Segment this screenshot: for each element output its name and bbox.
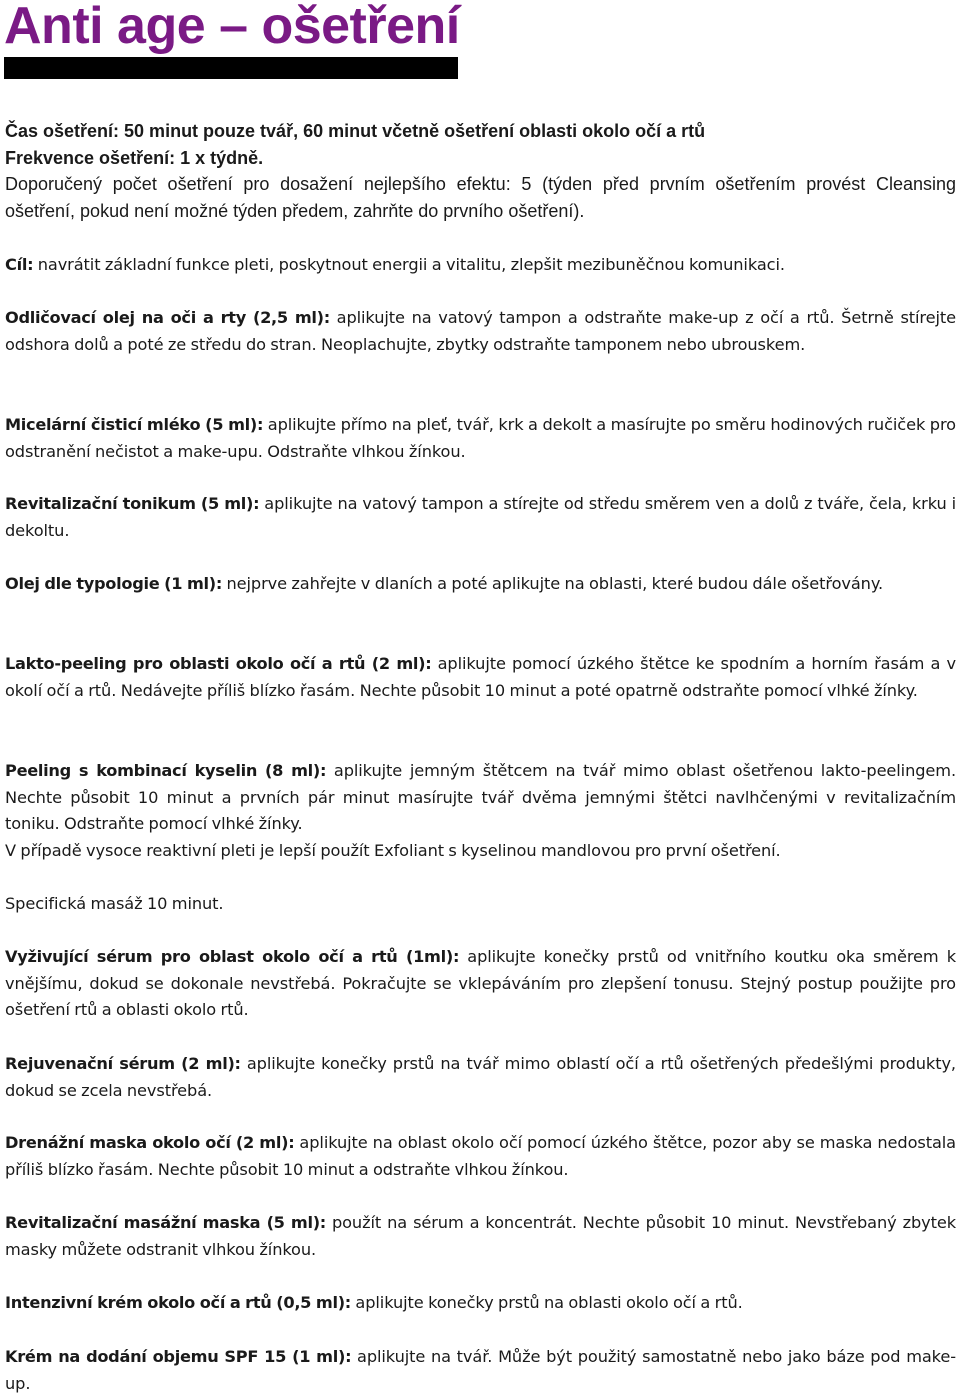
step-paragraph <box>5 1130 956 1183</box>
document-title: Anti age – ošetření <box>4 0 460 55</box>
massage-paragraph: Specifická masáž 10 minut. <box>5 894 224 913</box>
step-text: aplikujte na vatový tampon a odstraňte make-up z očí a rtů. Šetrně stírejte odshora dolů a poté ze středu do stran. Neoplachujte, zbytky odstraňte tamponem nebo ubrouskem. <box>5 308 956 354</box>
step-paragraph <box>5 758 956 864</box>
step-paragraph <box>5 305 956 358</box>
step-text: aplikujte konečky prstů od vnitřního koutku oka směrem k vnějšímu, dokud se dokonale nevstřebá. Pokračujte se vklepáváním pro zlepšení tonusu. Stejný postup použijte pro ošetření rtů a oblasti okolo rtů. <box>5 947 957 1020</box>
step-text: aplikujte na tvář. Může být použitý samostatně nebo jako báze pod make-up. <box>5 1347 956 1393</box>
step-heading: Intenzivní krém okolo očí a rtů (0,5 ml): <box>5 1293 351 1312</box>
step-paragraph <box>5 944 956 1024</box>
step-heading: Krém na dodání objemu SPF 15 (1 ml): <box>5 1347 352 1366</box>
step-paragraph <box>5 491 956 544</box>
step-paragraph <box>5 1051 956 1104</box>
step-text: aplikujte přímo na pleť, tvář, krk a dekolt a masírujte po směru hodinových ručiček pro odstranění nečistot a make-upu. Odstraňte vlhkou žínkou. <box>5 415 956 461</box>
recommended-count-line: Doporučený počet ošetření pro dosažení nejlepšího efektu: 5 (týden před prvním ošetřením provést Cleansing ošetření, pokud není možné týden předem, zahrňte do prvního ošetření). <box>5 174 956 221</box>
step-text: aplikujte pomocí úzkého štětce ke spodním a horním řasám a v okolí očí a rtů. Nedávejte příliš blízko řasám. Nechte působit 10 minut a poté opatrně odstraňte pomocí vlhké žínky. <box>5 654 956 700</box>
step-heading: Rejuvenační sérum (2 ml): <box>5 1054 241 1073</box>
step-paragraph <box>5 1290 956 1317</box>
step-text: použít na sérum a koncentrát. Nechte působit 10 minut. Nevstřebaný zbytek masky můžete odstranit vlhkou žínkou. <box>5 1213 956 1259</box>
duration-line: Čas ošetření: 50 minut pouze tvář, 60 minut včetně ošetření oblasti okolo očí a rtů <box>5 121 706 141</box>
step-heading: Revitalizační tonikum (5 ml): <box>5 494 260 513</box>
frequency-line: Frekvence ošetření: 1 x týdně. <box>5 147 264 168</box>
step-paragraph <box>5 412 956 465</box>
step-paragraph <box>5 1344 956 1397</box>
goal-text: navrátit základní funkce pleti, poskytnout energii a vitalitu, zlepšit mezibuněčnou komunikaci. <box>33 255 785 274</box>
step-text: aplikujte na oblast okolo očí pomocí úzkého štětce, pozor aby se maska nedostala příliš blízko řasám. Nechte působit 10 minut a odstraňte vlhkou žínkou. <box>5 1133 957 1179</box>
goal-paragraph <box>5 252 956 279</box>
step-text: aplikujte jemným štětcem na tvář mimo oblast ošetřenou lakto-peelingem. Nechte působit 10 minut a prvních pár minut masírujte tvář dvěma jemnými štětci navlhčenými v revitalizačním toniku. Odstraňte pomocí vlhké žínky. <box>5 761 956 834</box>
step-text: nejprve zahřejte v dlaních a poté aplikujte na oblasti, které budou dále ošetřovány. <box>222 574 884 593</box>
step-heading: Odličovací olej na oči a rty (2,5 ml): <box>5 308 330 327</box>
step-heading: Lakto-peeling pro oblasti okolo očí a rtů (2 ml): <box>5 654 432 673</box>
step-paragraph <box>5 651 956 704</box>
step-heading: Revitalizační masážní maska (5 ml): <box>5 1213 326 1232</box>
step-heading: Peeling s kombinací kyselin (8 ml): <box>5 761 327 780</box>
goal-label: Cíl: <box>5 255 34 274</box>
step-text: aplikujte na vatový tampon a stírejte od středu směrem ven a dolů z tváře, čela, krku i dekoltu. <box>5 494 956 540</box>
step-paragraph <box>5 1210 956 1263</box>
step-text: aplikujte konečky prstů na oblasti okolo očí a rtů. <box>350 1293 743 1312</box>
step-text: aplikujte konečky prstů na tvář mimo oblastí očí a rtů ošetřených předešlými produkty, dokud se zcela nevstřebá. <box>5 1054 956 1100</box>
step-heading: Drenážní maska okolo očí (2 ml): <box>5 1133 295 1152</box>
step-paragraph <box>5 571 956 598</box>
step-heading: Olej dle typologie (1 ml): <box>5 574 223 593</box>
step-heading: Micelární čisticí mléko (5 ml): <box>5 415 264 434</box>
step-heading: Vyživující sérum pro oblast okolo očí a rtů (1ml): <box>5 947 460 966</box>
title-underline-bar <box>4 57 458 79</box>
treatment-info <box>5 118 956 224</box>
step-note: V případě vysoce reaktivní pleti je lepší použít Exfoliant s kyselinou mandlovou pro první ošetření. <box>5 840 781 860</box>
